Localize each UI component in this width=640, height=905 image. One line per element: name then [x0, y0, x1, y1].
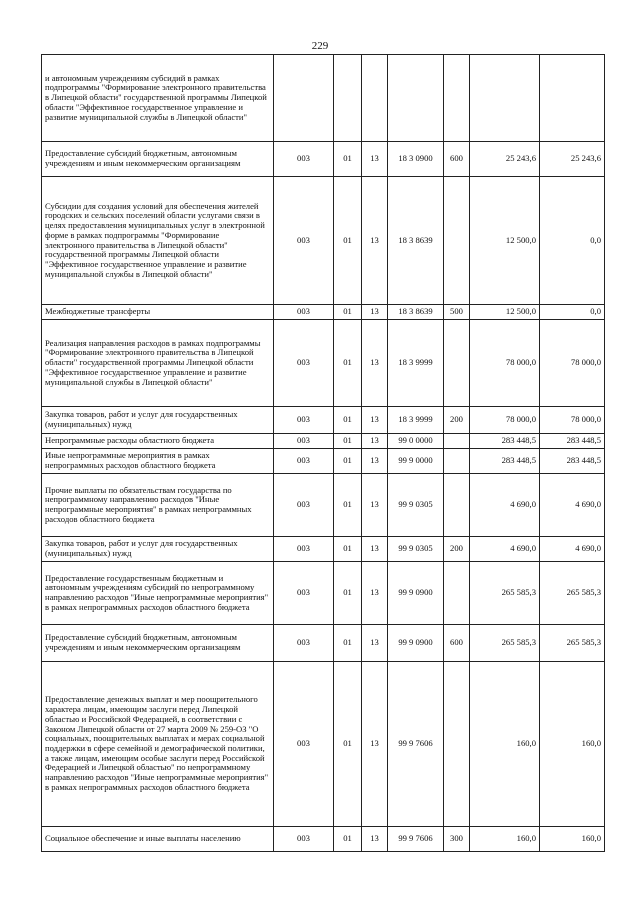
expense-type-code: 500	[444, 305, 470, 320]
ministry-code: 003	[274, 625, 334, 662]
expense-type-code	[444, 177, 470, 305]
amount-year-1: 12 500,0	[470, 177, 540, 305]
row-name: Закупка товаров, работ и услуг для государственных (муниципальных) нужд	[42, 537, 274, 562]
ministry-code	[274, 55, 334, 142]
target-article-code	[388, 55, 444, 142]
row-name: Субсидии для создания условий для обеспечения жителей городских и сельских поселений области услугами связи в целях предоставления муниципальных услуг в электронной форме в рамках подпрограммы "Формирование электронного правительства в Липецкой области" государственной программы Липецкой области "Эффективное государственное управление и развитие муниципальной службы в Липецкой области"	[42, 177, 274, 305]
amount-year-1: 12 500,0	[470, 305, 540, 320]
ministry-code: 003	[274, 449, 334, 474]
amount-year-2: 78 000,0	[540, 320, 605, 407]
target-article-code: 99 9 0900	[388, 562, 444, 625]
amount-year-2: 4 690,0	[540, 474, 605, 537]
expense-type-code: 300	[444, 827, 470, 852]
amount-year-1: 78 000,0	[470, 320, 540, 407]
ministry-code: 003	[274, 662, 334, 827]
row-name: Закупка товаров, работ и услуг для государственных (муниципальных) нужд	[42, 407, 274, 434]
section-code	[334, 55, 362, 142]
row-name: Межбюджетные трансферты	[42, 305, 274, 320]
table-row	[42, 305, 605, 320]
expense-type-code: 200	[444, 537, 470, 562]
amount-year-1	[470, 55, 540, 142]
amount-year-1: 283 448,5	[470, 434, 540, 449]
section-code: 01	[334, 177, 362, 305]
ministry-code: 003	[274, 407, 334, 434]
subsection-code: 13	[362, 449, 388, 474]
expense-type-code	[444, 55, 470, 142]
amount-year-2: 283 448,5	[540, 434, 605, 449]
ministry-code: 003	[274, 474, 334, 537]
row-name: Иные непрограммные мероприятия в рамках непрограммных расходов областного бюджета	[42, 449, 274, 474]
section-code: 01	[334, 449, 362, 474]
row-name: Предоставление государственным бюджетным и автономным учреждениям субсидий по непрограммному направлению расходов "Иные непрограммные мероприятия" в рамках непрограммных расходов областного бюджета	[42, 562, 274, 625]
row-name: Предоставление субсидий бюджетным, автономным учреждениям и иным некоммерческим организациям	[42, 142, 274, 177]
row-name: и автономным учреждениям субсидий в рамках подпрограммы "Формирование электронного правительства в Липецкой области" государственной программы Липецкой области "Эффективное государственное управление и развитие муниципальной службы в Липецкой области"	[42, 55, 274, 142]
expense-type-code	[444, 449, 470, 474]
amount-year-2	[540, 55, 605, 142]
target-article-code: 18 3 8639	[388, 305, 444, 320]
ministry-code: 003	[274, 305, 334, 320]
expense-type-code	[444, 434, 470, 449]
subsection-code: 13	[362, 177, 388, 305]
amount-year-1: 265 585,3	[470, 625, 540, 662]
amount-year-1: 265 585,3	[470, 562, 540, 625]
target-article-code: 18 3 8639	[388, 177, 444, 305]
amount-year-2: 25 243,6	[540, 142, 605, 177]
ministry-code: 003	[274, 320, 334, 407]
amount-year-1: 283 448,5	[470, 449, 540, 474]
section-code: 01	[334, 474, 362, 537]
target-article-code: 99 0 0000	[388, 434, 444, 449]
amount-year-2: 283 448,5	[540, 449, 605, 474]
amount-year-1: 25 243,6	[470, 142, 540, 177]
ministry-code: 003	[274, 434, 334, 449]
target-article-code: 18 3 0900	[388, 142, 444, 177]
target-article-code: 99 9 7606	[388, 662, 444, 827]
expense-type-code: 600	[444, 625, 470, 662]
amount-year-1: 78 000,0	[470, 407, 540, 434]
section-code: 01	[334, 662, 362, 827]
page-number: 229	[311, 40, 329, 52]
row-name: Прочие выплаты по обязательствам государства по непрограммному направлению расходов "Иные непрограммные мероприятия" в рамках непрограммных расходов областного бюджета	[42, 474, 274, 537]
target-article-code: 18 3 9999	[388, 407, 444, 434]
section-code: 01	[334, 562, 362, 625]
table-row	[42, 177, 605, 305]
ministry-code: 003	[274, 142, 334, 177]
subsection-code: 13	[362, 662, 388, 827]
subsection-code: 13	[362, 407, 388, 434]
amount-year-1: 160,0	[470, 662, 540, 827]
section-code: 01	[334, 407, 362, 434]
subsection-code: 13	[362, 537, 388, 562]
row-name: Предоставление денежных выплат и мер поощрительного характера лицам, имеющим заслуги перед Липецкой областью и Российской Федерацией, в соответствии с Законом Липецкой области от 27 марта 2009 № 259-ОЗ "О социальных, поощрительных выплатах и мерах социальной поддержки в сфере семейной и демографической политики, а также лицам, имеющим особые заслуги перед Российской Федерацией и Липецкой областью" по непрограммному направлению расходов "Иные непрограммные мероприятия" в рамках непрограммных расходов областного бюджета	[42, 662, 274, 827]
ministry-code: 003	[274, 537, 334, 562]
target-article-code: 99 9 0305	[388, 537, 444, 562]
target-article-code: 99 9 7606	[388, 827, 444, 852]
amount-year-2: 4 690,0	[540, 537, 605, 562]
expense-type-code: 200	[444, 407, 470, 434]
amount-year-1: 4 690,0	[470, 537, 540, 562]
table-row	[42, 55, 605, 142]
subsection-code: 13	[362, 305, 388, 320]
table-row	[42, 449, 605, 474]
amount-year-2: 0,0	[540, 305, 605, 320]
section-code: 01	[334, 320, 362, 407]
subsection-code	[362, 55, 388, 142]
budget-table	[41, 54, 605, 852]
section-code: 01	[334, 625, 362, 662]
row-name: Предоставление субсидий бюджетным, автономным учреждениям и иным некоммерческим организациям	[42, 625, 274, 662]
section-code: 01	[334, 827, 362, 852]
table-row	[42, 625, 605, 662]
amount-year-2: 160,0	[540, 827, 605, 852]
table-row	[42, 474, 605, 537]
target-article-code: 99 9 0000	[388, 449, 444, 474]
target-article-code: 99 9 0900	[388, 625, 444, 662]
section-code: 01	[334, 434, 362, 449]
row-name: Реализация направления расходов в рамках подпрограммы "Формирование электронного правительства в Липецкой области" государственной программы Липецкой области "Эффективное государственное управление и развитие муниципальной службы в Липецкой области"	[42, 320, 274, 407]
amount-year-2: 160,0	[540, 662, 605, 827]
target-article-code: 99 9 0305	[388, 474, 444, 537]
table-row	[42, 562, 605, 625]
table-row	[42, 537, 605, 562]
row-name: Непрограммные расходы областного бюджета	[42, 434, 274, 449]
table-row	[42, 142, 605, 177]
target-article-code: 18 3 9999	[388, 320, 444, 407]
table-row	[42, 434, 605, 449]
subsection-code: 13	[362, 142, 388, 177]
ministry-code: 003	[274, 177, 334, 305]
table-row	[42, 827, 605, 852]
expense-type-code	[444, 320, 470, 407]
table-body	[42, 55, 605, 852]
subsection-code: 13	[362, 474, 388, 537]
table-row	[42, 320, 605, 407]
subsection-code: 13	[362, 434, 388, 449]
amount-year-2: 78 000,0	[540, 407, 605, 434]
section-code: 01	[334, 537, 362, 562]
amount-year-1: 160,0	[470, 827, 540, 852]
subsection-code: 13	[362, 320, 388, 407]
expense-type-code: 600	[444, 142, 470, 177]
section-code: 01	[334, 305, 362, 320]
section-code: 01	[334, 142, 362, 177]
amount-year-1: 4 690,0	[470, 474, 540, 537]
subsection-code: 13	[362, 625, 388, 662]
expense-type-code	[444, 562, 470, 625]
table-row	[42, 407, 605, 434]
row-name: Социальное обеспечение и иные выплаты населению	[42, 827, 274, 852]
amount-year-2: 265 585,3	[540, 562, 605, 625]
expense-type-code	[444, 474, 470, 537]
amount-year-2: 265 585,3	[540, 625, 605, 662]
amount-year-2: 0,0	[540, 177, 605, 305]
ministry-code: 003	[274, 827, 334, 852]
table-row	[42, 662, 605, 827]
subsection-code: 13	[362, 562, 388, 625]
ministry-code: 003	[274, 562, 334, 625]
subsection-code: 13	[362, 827, 388, 852]
expense-type-code	[444, 662, 470, 827]
